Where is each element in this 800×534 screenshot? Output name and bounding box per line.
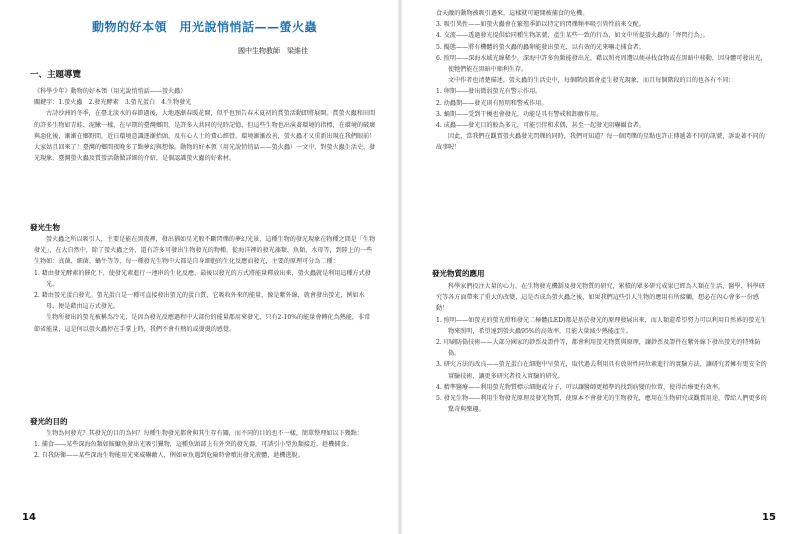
purpose-list (34, 439, 376, 461)
list-item: 2. 印刷防偽技術——大部分國家的鈔票及證件等，都會利用螢光物質與原理，讓鈔票及證件在紫外線下發出螢光的特殊防偽。 (436, 339, 761, 358)
list-item: 4. 成蟲——發光目的較為多元，可能引伴和求偶，甚至一起發光阻嚇攝食者。 (436, 122, 645, 130)
right-top-block (436, 8, 770, 154)
list-item: 6. 照明——深海水域光線稀少，深海中許多魚類能發出光，藉以照亮周遭以便尋找食物或在黑暗中移動，因身體可發出光，使牠們能在黑暗中順利生存。 (436, 54, 767, 74)
list-item: 3. 吸引異性——如螢火蟲會在繁殖季節以特定的閃爍頻率吸引異性前來交配。 (436, 21, 645, 29)
overview-source: 《科學少年》動物的好本領（用光說悄悄話——螢火蟲） (34, 88, 187, 95)
right-lead: 食天敵的動物被吸引過來，這樣就可避開被捕食的危機。 (436, 10, 589, 17)
section-heading-overview: 一、主題導覽 (30, 70, 82, 80)
section-heading-purpose: 發光的目的 (30, 417, 68, 426)
list-item: 1. 捕食——某些深海魚類如鮟鱇魚發出光吸引獵物，這種魚頭部上有外突的發光器，可誘引小型魚類接近，趁機捕食。 (34, 441, 353, 449)
list-item: 1. 卵期——發出微弱螢光有警示作用。 (436, 88, 542, 96)
author-line: 國中生物教師 梁維佳 (238, 47, 308, 55)
purpose-paragraph: 生物為何發光？其發光的目的為何？每種生物發光都會與其生存有關，而不同的目的也不一樣，簡單整理如以下幾點： (46, 430, 363, 437)
list-item: 4. 精準醫療——利用螢光物質標示細胞或分子，可以讓醫師更精準的找到病變的位置，使得治療更有效率。 (436, 383, 725, 391)
overview-paragraph: 古詩沙洲的冬季，在臺北淡水的春節過後，大地逐漸春暖花開，似乎也預告春末夏初的賞螢活動即將展開。賞螢火蟲和田間的許多生物如青蛙、泥鰍一樣，在早期的臺灣鄉間，是許多人共同的兒時記憶，但這些生物也出演著環境的指標，在環境的破壞與惡化後，漸漸在鄉野間，近日環境意識逐漸抬頭，及有心人士的費心經營，環境漸漸改善，螢火蟲才又重新出現在我們眼前！大家姑且回來了！臺灣的鄉間夜晚多了點夢幻與想像。動物的好本領（用光說悄悄話——螢火蟲）一文中，對螢火蟲生活史、發光現象、臺灣螢火蟲及賞螢活動做詳細的介紹，是個認識螢火蟲的好素材。 (34, 110, 376, 163)
glow-block (34, 234, 376, 335)
right-page (400, 0, 800, 534)
list-item: 3. 研究方法的改良——螢光蛋白在細胞中呈螢光，取代過去利用具有放射性同位素進行的實驗方法，讓研究者擁有更安全的實驗技術，讓更多研究者投入實驗的研究。 (436, 361, 767, 380)
lifecycle-closing: 因此，當我們在觀賞螢火蟲發光閃爍的同時，我們可知道？每一個閃爍的星點也許正傳遞著不同的訊號，訴說著不同的故事喔！ (436, 133, 765, 152)
section-heading-applications: 發光物質的應用 (432, 269, 485, 278)
list-item: 1. 藉由發光酵素的催化下，使發光素進行一連串的生化反應，最後以發光的方式將能量釋放出來，螢火蟲就是利用這種方式發光。 (34, 269, 371, 288)
purpose-block (34, 428, 376, 462)
glow-list (34, 268, 376, 313)
applications-list (436, 315, 770, 416)
section-heading-glowing-organisms: 發光生物 (30, 223, 60, 232)
lifecycle-paragraph: 文中作者也清楚描述，螢火蟲的生活史中，每個階段都會產生發光現象，而且每個階段的目的也各有不同： (448, 77, 735, 85)
list-item: 4. 交流——透過發光提供給同種生物訊號，產生某些一致的行為，如文中所提螢火蟲的「齊閃行為」。 (436, 32, 709, 40)
list-item: 3. 蛹期——受到干擾也會發光，功能是具有警戒和卸敵作用。 (436, 110, 603, 118)
overview-keywords: 關鍵字：1.螢火蟲 2.發光酵素 3.螢光蛋白 4.生物發光 (34, 99, 192, 107)
page-number-left: 14 (22, 512, 36, 523)
list-item: 2. 幼蟲期——發光則有照明和警戒作用。 (436, 99, 548, 107)
list-item: 5. 擬態——將有機體的螢火蟲的蟲卵能發出螢光，以有效的光來嚇走捕食者。 (436, 43, 645, 51)
applications-block (436, 281, 770, 415)
overview-block (34, 86, 376, 164)
purpose-list-continued (436, 19, 770, 75)
list-item: 1. 照明——如螢光的螢光燈和發光二極體(LED)都是基於發光的原理發展出來，而人類還希望努力可以利用自然界的螢光生物來照明，希望達到螢火蟲95%的高效率，且能大量減少熱能產生。 (436, 316, 767, 335)
applications-paragraph: 科學家們投注大量的心力，在生物發光機制及發光物質的研究，累積的眾多研究成果已經為人類在生活、醫學、科學研究等各方面帶來了重大的改變，這是否成為螢火蟲之後，如果我們這些引人生物的應用有所接觸，想必在內心會多一份感動！ (436, 283, 765, 313)
list-item: 2. 藉由螢光蛋白發光。螢光蛋白是一種可直接發出螢光的蛋白質，它吸收外來的能量，像是紫外線，就會發出螢光，例如水母，便是藉由這方式發光。 (34, 292, 365, 311)
glow-closing: 生物所發出的螢光被稱為冷光，是因為發光反應過程中大部份的能量都用來發光，只有2-10%的能量會轉化為熱能，非常節省能量，這是何以螢火蟲停在手掌上時，我們不會有熱的或燙燙的感覺。 (34, 314, 371, 333)
page-number-right: 15 (762, 512, 776, 523)
list-item: 2. 自我防衛——某些深海生物能用光來威嚇敵人，例如章魚遇到危險時會噴出發光液體，趁機逃脫。 (34, 452, 304, 460)
lifecycle-list (436, 86, 770, 131)
article-title: 動物的好本領 用光說悄悄話——螢火蟲 (92, 20, 318, 34)
glow-paragraph: 螢火蟲之所以吸引人，主要是能在黑夜裡，發出猶如星光般不斷閃爍的夢幻光景，這種生物的發光現象在物種之間是「生物發光」，在大自然中，除了螢火蟲之外，還有許多可發出生物發光的物種，從海洋裡的發光藻類、魚類、水母等，到陸上的一些生物如：真菌、細菌、蝸牛等等，每一種發光生物中大都是自身細胞的生化反應而發光，主要的原理可分為二種： (34, 236, 376, 266)
list-item: 5. 發光生物——利用生物發光原理及發光物質，使原本不會發光的生物發光，應用在生物研究或觀賞用途，帶給人們更多的驚奇與樂趣。 (436, 395, 767, 414)
